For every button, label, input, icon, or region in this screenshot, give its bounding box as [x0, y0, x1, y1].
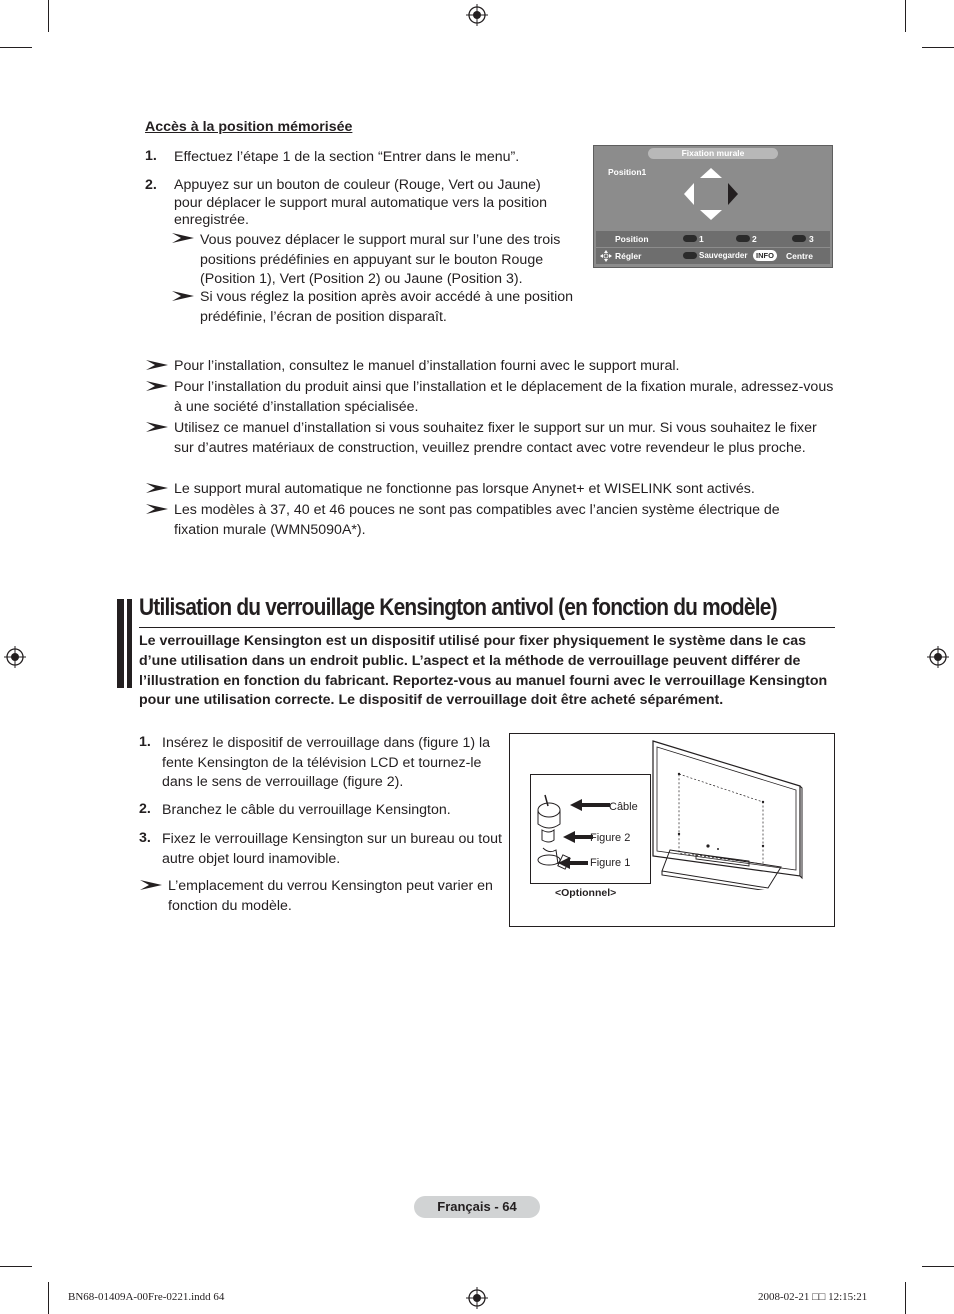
step-number: 2.	[145, 177, 157, 193]
note-text: Pour l’installation du produit ainsi que l’installation et le déplacement de la fixation murale, adressez-vous à une société d’installation spécialisée.	[174, 379, 834, 415]
move-icon	[600, 250, 612, 262]
heading-side-bar	[127, 599, 132, 688]
intro-paragraph: Le verrouillage Kensington est un dispositif utilisé pour fixer physiquement le système dans le cas d’une utilisation dans un endroit public. L’aspect et la méthode de verrouillage peuvent différer de l’illustration en fonction du fabricant. Reportez-vous au manuel fourni avec le verrouillage Kensington pour une utilisation correcte. Le dispositif de verrouillage doit être acheté séparément.	[139, 633, 828, 709]
note-text: Pour l’installation, consultez le manuel d’installation fourni avec le support mural.	[174, 358, 680, 374]
crop-mark	[0, 1266, 32, 1267]
green-button-icon	[736, 235, 750, 242]
step-number: 1.	[139, 734, 151, 750]
registration-mark-icon	[466, 4, 488, 26]
registration-mark-icon	[466, 1287, 488, 1309]
pointer-arrow-icon	[570, 799, 610, 811]
osd-preset-1: 1	[699, 234, 704, 244]
note-arrow-icon	[146, 381, 168, 391]
step-number: 2.	[139, 801, 151, 817]
osd-position-row	[596, 231, 830, 247]
note-text: Le support mural automatique ne fonctionne pas lorsque Anynet+ et WISELINK sont activés.	[174, 481, 755, 497]
tv-rear-illustration	[650, 738, 834, 890]
osd-position-label: Position1	[608, 167, 647, 177]
osd-preset-2: 2	[752, 234, 757, 244]
registration-mark-icon	[927, 646, 949, 668]
osd-save-label: Sauvegarder	[699, 251, 748, 260]
subnote-text: Si vous réglez la position après avoir accédé à une position prédéfinie, l’écran de position disparaît.	[200, 289, 574, 325]
pointer-arrow-icon	[563, 831, 593, 843]
figure1-label: Figure 1	[590, 857, 631, 869]
crop-mark	[922, 47, 954, 48]
note-text: L’emplacement du verrou Kensington peut varier en fonction du modèle.	[168, 878, 493, 914]
crop-mark	[922, 1266, 954, 1267]
subnote-text: Vous pouvez déplacer le support mural sur l’une des trois positions prédéfinies en appuyant sur le bouton Rouge (Position 1), Vert (Position 2) ou Jaune (Position 3).	[200, 232, 561, 288]
date-slug: 2008-02-21 □□ 12:15:21	[758, 1291, 868, 1303]
crop-mark	[48, 1282, 49, 1314]
crop-mark	[0, 47, 32, 48]
registration-mark-icon	[4, 646, 26, 668]
note-arrow-icon	[146, 504, 168, 514]
figure2-label: Figure 2	[590, 832, 631, 844]
step-text: Appuyez sur un bouton de couleur (Rouge, Vert ou Jaune) pour déplacer le support mural automatique vers la position enregistrée.	[174, 177, 548, 229]
step-text: Insérez le dispositif de verrouillage dans (figure 1) la fente Kensington de la télévision LCD et tournez-le dans le sens de verrouillage (figure 2).	[162, 735, 491, 791]
osd-centre-label: Centre	[786, 251, 813, 261]
note-arrow-icon	[172, 233, 194, 243]
osd-adjust-row	[596, 248, 830, 264]
osd-title: Fixation murale	[648, 148, 778, 159]
info-button-icon: INFO	[753, 250, 777, 261]
heading-side-bar	[117, 599, 124, 688]
crop-mark	[905, 1282, 906, 1314]
step-number: 1.	[145, 148, 157, 164]
note-arrow-icon	[172, 291, 194, 301]
cable-label: Câble	[609, 801, 638, 813]
optional-label: <Optionnel>	[555, 887, 617, 899]
crop-mark	[905, 0, 906, 32]
note-arrow-icon	[146, 483, 168, 493]
kensington-figure	[509, 733, 835, 927]
osd-screen	[593, 145, 833, 268]
note-text: Utilisez ce manuel d’installation si vous souhaitez fixer le support sur un mur. Si vous souhaitez le fixer sur d’autres matériaux de construction, veuillez prendre contact avec votre revendeur le plus proche.	[174, 420, 817, 456]
red-button-icon	[683, 235, 697, 242]
osd-adjust-label: Régler	[615, 251, 642, 261]
pointer-arrow-icon	[558, 857, 588, 869]
heading-rule	[139, 627, 835, 628]
step-number: 3.	[139, 830, 151, 846]
page-number-badge: Français - 64	[414, 1196, 540, 1218]
step-text: Fixez le verrouillage Kensington sur un bureau ou tout autre objet lourd inamovible.	[162, 831, 502, 867]
note-arrow-icon	[140, 880, 162, 890]
crop-mark	[48, 0, 49, 32]
step-text: Effectuez l’étape 1 de la section “Entrer dans le menu”.	[174, 149, 520, 165]
note-text: Les modèles à 37, 40 et 46 pouces ne sont pas compatibles avec l’ancien système électrique de fixation murale (WMN5090A*).	[174, 502, 780, 538]
enter-button-icon	[683, 252, 697, 259]
osd-preset-3: 3	[809, 234, 814, 244]
osd-position-row-label: Position	[615, 234, 649, 244]
step-text: Branchez le câble du verrouillage Kensington.	[162, 802, 451, 818]
section-heading: Utilisation du verrouillage Kensington antivol (en fonction du modèle)	[139, 594, 777, 621]
file-slug: BN68-01409A-00Fre-0221.indd 64	[68, 1291, 225, 1303]
note-arrow-icon	[146, 422, 168, 432]
section-title: Accès à la position mémorisée	[145, 119, 353, 135]
direction-arrows-icon	[681, 166, 741, 222]
note-arrow-icon	[146, 360, 168, 370]
yellow-button-icon	[792, 235, 806, 242]
